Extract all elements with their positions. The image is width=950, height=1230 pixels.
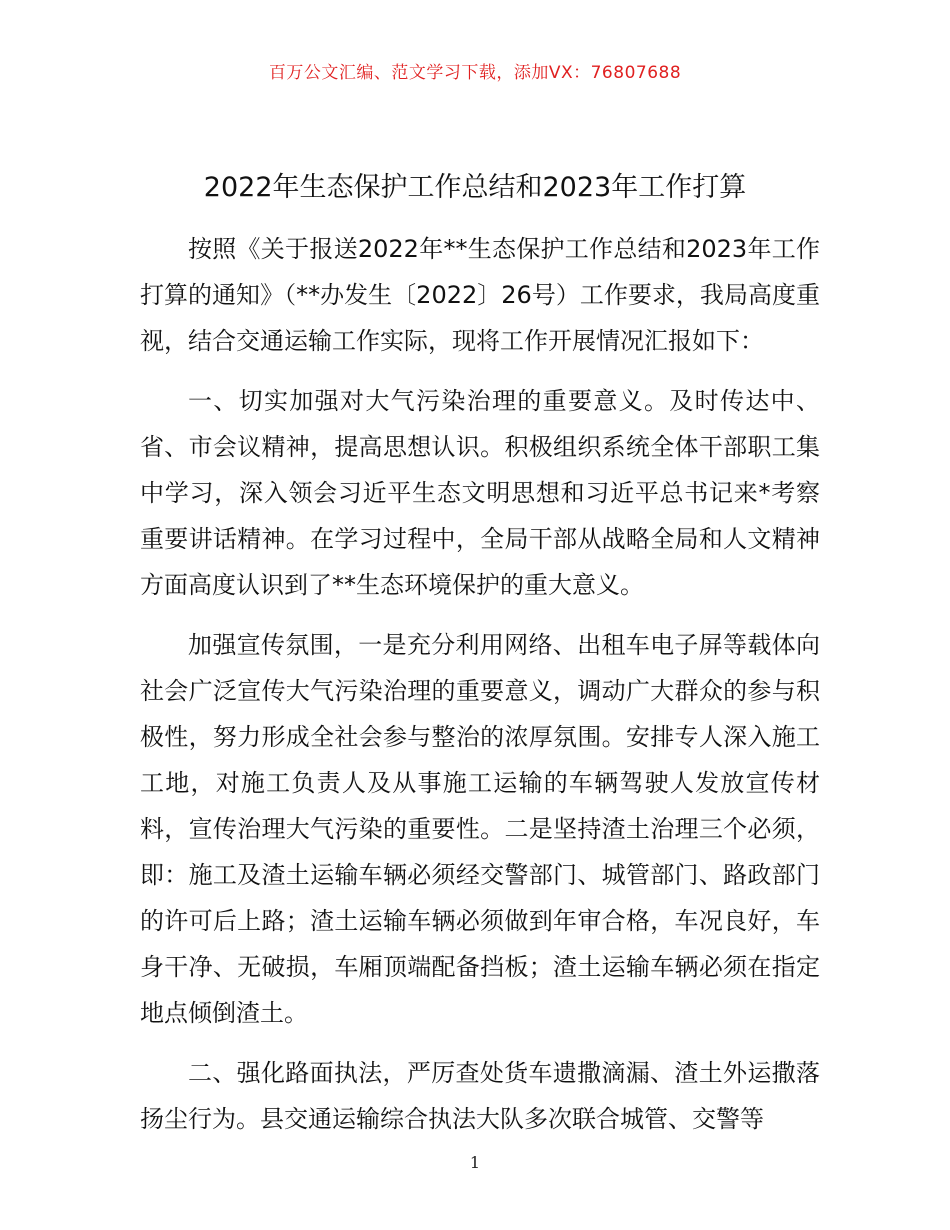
page-number: 1 — [469, 1153, 481, 1172]
paragraph-section-two: 二、强化路面执法，严厉查处货车遗撒滴漏、渣土外运撒落扬尘行为。县交通运输综合执法大队多次联合城管、交警等 — [140, 1059, 820, 1133]
paragraph-publicity: 加强宣传氛围，一是充分利用网络、出租车电子屏等载体向社会广泛宣传大气污染治理的重要意义，调动广大群众的参与积极性，努力形成全社会参与整治的浓厚氛围。安排专人深入施工工地，对施工负责人及从事施工运输的车辆驾驶人发放宣传材料，宣传治理大气污染的重要性。二是坚持渣土治理三个必须，即：施工及渣土运输车辆必须经交警部门、城管部门、路政部门的许可后上路；渣土运输车辆必须做到年审合格，车况良好，车身干净、无破损，车厢顶端配备挡板；渣土运输车辆必须在指定地点倾倒渣土。 — [140, 631, 820, 1027]
header-download-notice: 百万公文汇编、范文学习下载，添加VX：76807688 — [268, 63, 682, 83]
document-title: 2022年生态保护工作总结和2023年工作打算 — [203, 172, 747, 203]
document-body — [140, 226, 820, 1142]
paragraph-section-one: 一、切实加强对大气污染治理的重要意义。及时传达中、省、市会议精神，提高思想认识。积极组织系统全体干部职工集中学习，深入领会习近平生态文明思想和习近平总书记来*考察重要讲话精神。在学习过程中，全局干部从战略全局和人文精神方面高度认识到了**生态环境保护的重大意义。 — [140, 387, 820, 599]
paragraph-intro: 按照《关于报送2022年**生态保护工作总结和2023年工作打算的通知》（**办发生〔2022〕26号）工作要求，我局高度重视，结合交通运输工作实际，现将工作开展情况汇报如下： — [140, 235, 820, 355]
